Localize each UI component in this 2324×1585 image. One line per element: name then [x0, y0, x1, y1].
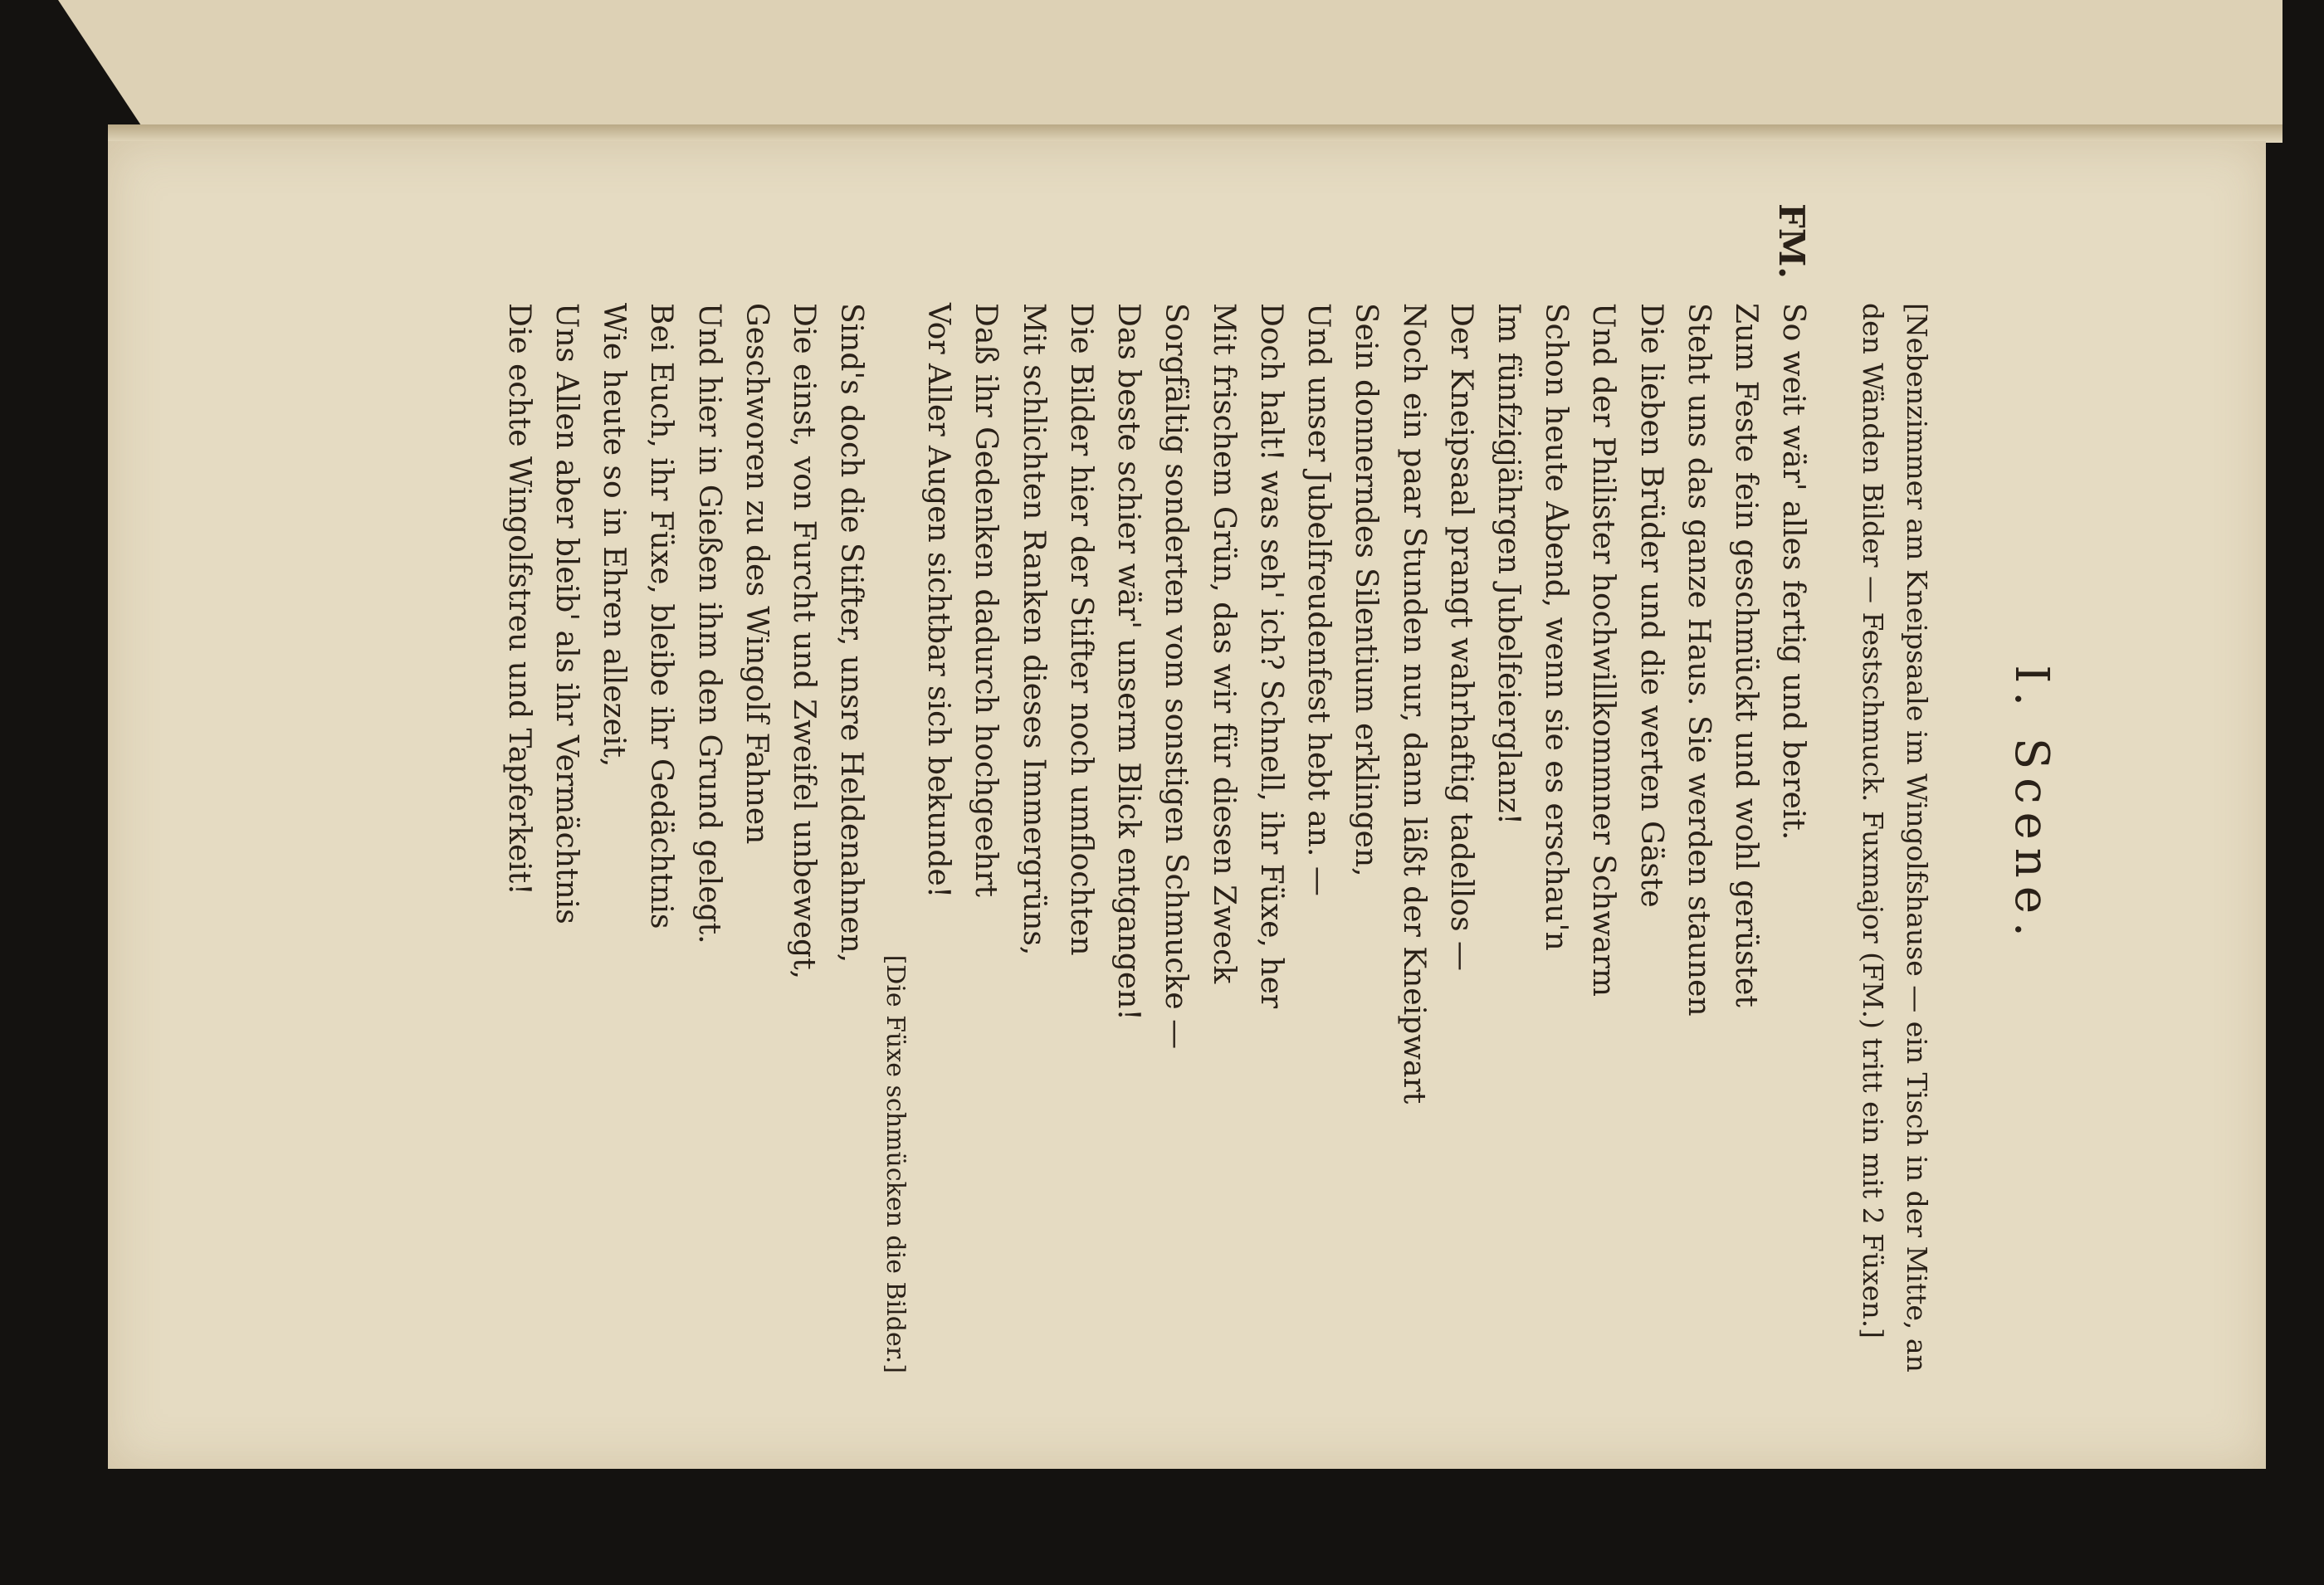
verse-line: Sein donnerndes Silentium erklingen,: [1349, 303, 1384, 877]
dialogue: [495, 203, 1817, 1407]
stage-direction: [Nebenzimmer am Kneipsaale im Wingolfshause — ein Tisch in der Mitte, an den Wänden Bilder — Festschmuck. Fuxmajor (FM.) tritt ein mit 2 Füxen.]: [1857, 303, 1933, 1373]
verse-line: Daß ihr Gedenken dadurch hochgeehrt: [969, 303, 1003, 897]
previous-page-edge: [58, 0, 2282, 134]
verse-line: Wie heute so in Ehren allezeit,: [597, 303, 632, 768]
verse-line: Vor Aller Augen sichtbar sich bekunde!: [921, 303, 956, 899]
verse-block: [495, 303, 1817, 1407]
book-page: [108, 141, 2266, 1469]
verse-line: Sorgfältig sonderten vom sonstigen Schmucke —: [1159, 303, 1194, 1050]
verse-line: So weit wär' alles fertig und bereit.: [1776, 303, 1811, 841]
page-fold-shadow: [108, 124, 2282, 143]
verse-line: Im fünfzigjährgen Jubelfeierglanz!: [1492, 303, 1526, 826]
scene-title: I. Scene.: [2004, 665, 2058, 945]
verse-line: Die lieben Brüder und die werten Gäste: [1633, 303, 1668, 908]
speaker-label: FM.: [1771, 203, 1813, 279]
verse-line: Mit frischem Grün, das wir für diesen Zweck: [1206, 303, 1241, 984]
verse-line: Und unser Jubelfreudenfest hebt an. —: [1301, 303, 1336, 896]
verse-line: Geschworen zu des Wingolf Fahnen: [739, 303, 774, 845]
rotated-text-block: [315, 203, 2058, 1407]
verse-line: Und hier in Gießen ihm den Grund gelegt.: [691, 303, 726, 944]
verse-line: Noch ein paar Stunden nur, dann läßt der Kneipwart: [1396, 303, 1431, 1105]
verse-line: Schon heute Abend, wenn sie es erschau'n: [1539, 303, 1574, 951]
verse-line: Sind's doch die Stifter, unsre Heldenahnen,: [834, 303, 869, 963]
verse-line: Das beste schier wär' unserm Blick entgangen!: [1111, 303, 1146, 1021]
verse-line: Die Bilder hier der Stifter noch umflochten: [1063, 303, 1098, 956]
verse-line: Mit schlichten Ranken dieses Immergrüns,: [1016, 303, 1051, 956]
verse-line: Steht uns das ganze Haus. Sie werden staunen: [1681, 303, 1716, 1017]
inline-stage-direction: [Die Füxe schmücken die Bilder.]: [880, 954, 910, 1373]
verse-line: Bei Euch, ihr Füxe, bleibe ihr Gedächtnis: [644, 303, 679, 929]
verse-line: Uns Allen aber bleib' als ihr Vermächtnis: [549, 303, 583, 924]
verse-line: Die echte Wingolfstreu und Tapferkeit!: [501, 303, 536, 895]
verse-line: Zum Feste fein geschmückt und wohl gerüstet: [1729, 303, 1764, 1007]
verse-line: Die einst, von Furcht und Zweifel unbewegt,: [787, 303, 822, 980]
verse-line: Doch halt! was seh' ich? Schnell, ihr Füxe, her: [1253, 303, 1288, 1009]
verse-line: Und der Philister hochwillkommner Schwarm: [1586, 303, 1621, 997]
verse-line: Der Kneipsaal prangt wahrhaftig tadellos —: [1443, 303, 1478, 971]
